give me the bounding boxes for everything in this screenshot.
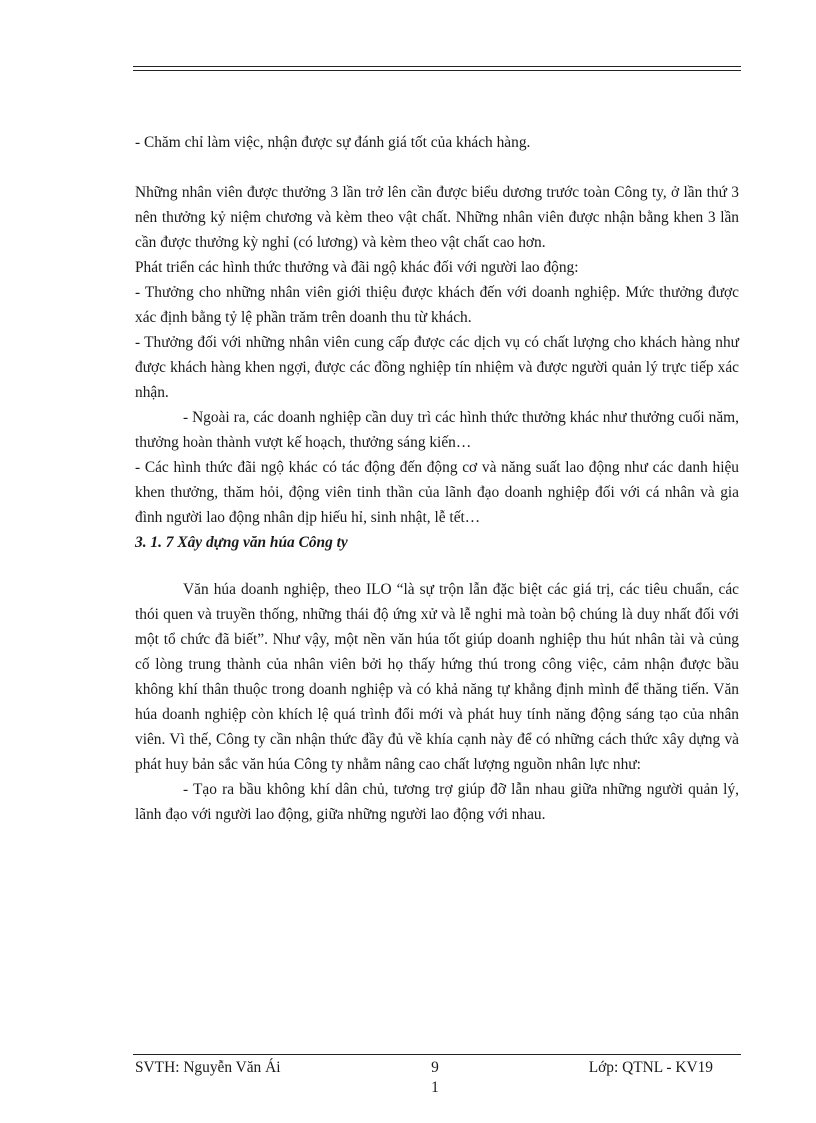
paragraph-bullet-other-rewards: - Ngoài ra, các doanh nghiệp cần duy trì các hình thức thưởng khác như thưởng cuối năm, thưởng hoàn thành vượt kế hoạch, thưởng sáng kiến… <box>135 409 739 451</box>
paragraph-bullet-diligent: - Chăm chỉ làm việc, nhận được sự đánh giá tốt của khách hàng. <box>135 134 531 151</box>
paragraph-reward-employees: Những nhân viên được thưởng 3 lần trở lên cần được biểu dương trước toàn Công ty, ở lần thứ 3 nên thưởng kỷ niệm chương và kèm theo vật chất. Những nhân viên được nhận bằng khen 3 lần cần được thưởng kỳ nghỉ (có lương) và kèm theo vật chất cao hơn. <box>135 184 739 251</box>
footer-rule <box>133 1054 741 1055</box>
paragraph-bullet-referral: - Thưởng cho những nhân viên giới thiệu được khách đến với doanh nghiệp. Mức thưởng được xác định bằng tỷ lệ phần trăm trên doanh thu từ khách. <box>135 284 739 326</box>
footer-class: Lớp: QTNL - KV19 <box>588 1059 713 1076</box>
header-rule-inner <box>133 70 741 71</box>
paragraph-bullet-democratic-atmosphere: - Tạo ra bầu không khí dân chủ, tương trợ giúp đỡ lẫn nhau giữa những người quản lý, lãnh đạo với người lao động, giữa những người lao động với nhau. <box>135 781 739 823</box>
paragraph-develop-rewards: Phát triển các hình thức thưởng và đãi ngộ khác đối với người lao động: <box>135 259 579 276</box>
document-body <box>135 130 739 827</box>
page-number-line2: 1 <box>431 1079 439 1096</box>
page-number <box>425 1058 445 1098</box>
section-heading: 3. 1. 7 Xây dựng văn húa Công ty <box>135 534 348 551</box>
page-number-line1: 9 <box>431 1059 439 1076</box>
header-rule <box>133 66 741 67</box>
paragraph-bullet-other-benefits: - Các hình thức đãi ngộ khác có tác động đến động cơ và năng suất lao động như các danh hiệu khen thưởng, thăm hỏi, động viên tinh thần của lãnh đạo doanh nghiệp đối với cá nhân và gia đình người lao động nhân dịp hiếu hỉ, sinh nhật, lễ tết… <box>135 459 739 526</box>
paragraph-bullet-service-quality: - Thưởng đối với những nhân viên cung cấp được các dịch vụ có chất lượng cho khách hàng như được khách hàng khen ngợi, được các đồng nghiệp tín nhiệm và được người quản lý trực tiếp xác nhận. <box>135 334 739 401</box>
footer-author: SVTH: Nguyễn Văn Ái <box>135 1059 281 1076</box>
paragraph-corporate-culture: Văn húa doanh nghiệp, theo ILO “là sự trộn lẫn đặc biệt các giá trị, các tiêu chuẩn, các thói quen và truyền thống, những thái độ ứng xử và lễ nghi mà toàn bộ chúng là duy nhất đối với một tổ chức đã biết”. Như vậy, một nền văn húa tốt giúp doanh nghiệp thu hút nhân tài và củng cố lòng trung thành của nhân viên bởi họ thấy hứng thú trong công việc, cảm nhận được bầu không khí thân thuộc trong doanh nghiệp và có khả năng tự khẳng định mình để thăng tiến. Văn húa doanh nghiệp còn khích lệ quá trình đổi mới và phát huy tính năng động sáng tạo của nhân viên. Vì thế, Công ty cần nhận thức đầy đủ về khía cạnh này để có những cách thức xây dựng và phát huy bản sắc văn húa Công ty nhằm nâng cao chất lượng nguồn nhân lực như: <box>135 581 739 773</box>
